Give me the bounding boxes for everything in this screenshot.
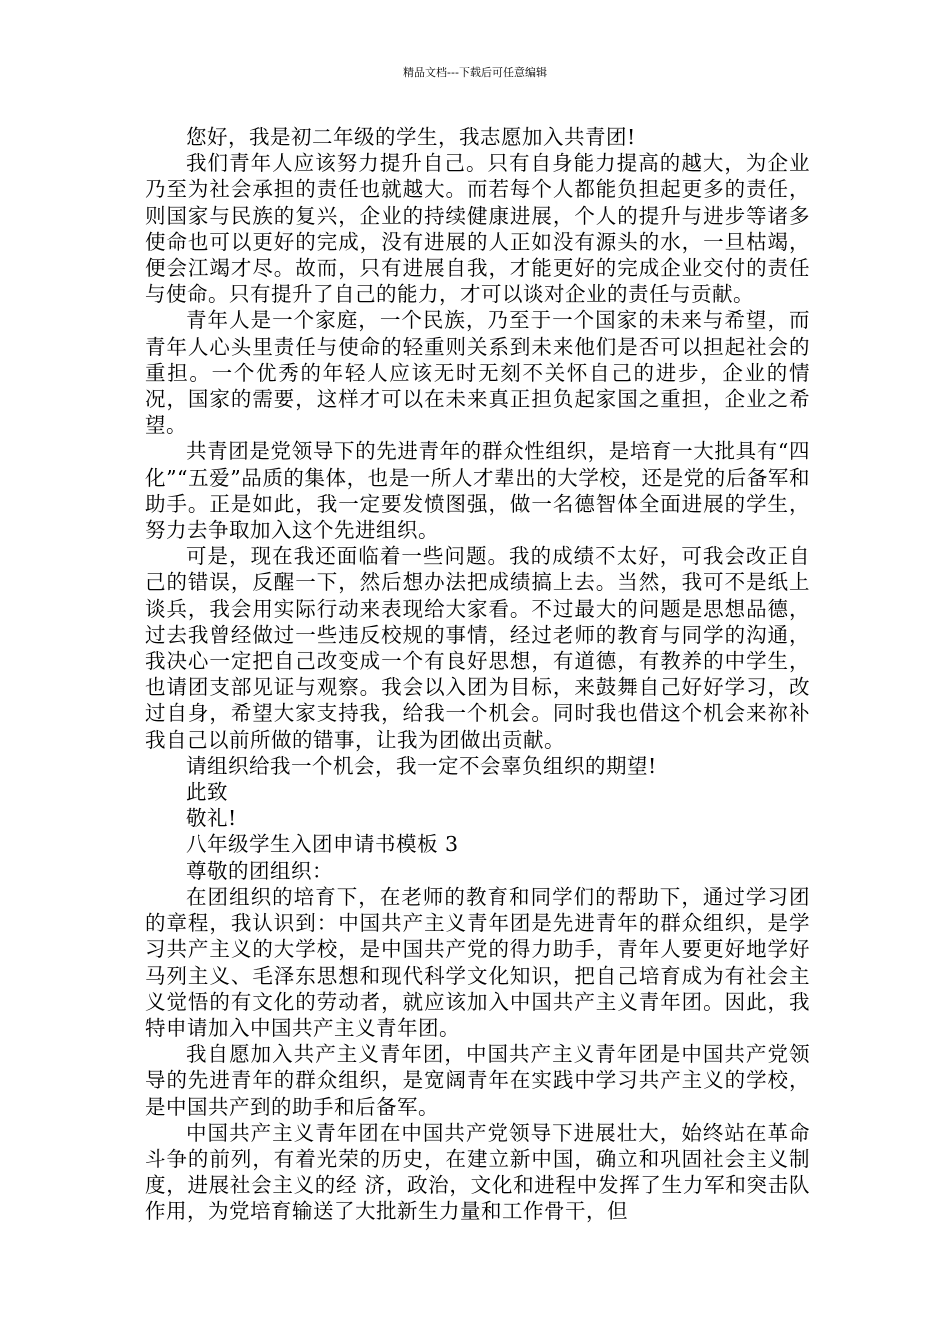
salutation: 尊敬的团组织：: [186, 858, 333, 883]
body-paragraph: 青年人是一个家庭，一个民族，乃至于一个国家的未来与希望，而青年人心头里责任与使命的轻重则关系到未来他们是否可以担起社会的重担。一个优秀的年轻人应该无时无刻不关怀自己的进步，企业的情况，国家的需要，这样才可以在未来真正担负起家国之重担，企业之希望。: [145, 308, 810, 438]
greeting-paragraph: 您好，我是初二年级的学生，我志愿加入共青团!: [186, 125, 636, 149]
body-paragraph: 我们青年人应该努力提升自己。只有自身能力提高的越大，为企业乃至为社会承担的责任也就越大。而若每个人都能负担起更多的责任，则国家与民族的复兴，企业的持续健康进展，个人的提升与进步等诸多使命也可以更好的完成，没有进展的人正如没有源头的水，一旦枯竭，便会江竭才尽。故而，只有进展自我，才能更好的完成企业交付的责任与使命。只有提升了自己的能力，才可以谈对企业的责任与贡献。: [145, 151, 810, 307]
closing-salutation: 此致: [186, 780, 228, 805]
body-paragraph: 在团组织的培育下，在老师的教育和同学们的帮助下，通过学习团的章程，我认识到：中国共产主义青年团是先进青年的群众组织，是学习共产主义的大学校，是中国共产党的得力助手，青年人要更好地学好马列主义、毛泽东思想和现代科学文化知识，把自己培育成为有社会主义觉悟的有文化的劳动者，就应该加入中国共产主义青年团。因此，我特申请加入中国共产主义青年团。: [145, 884, 810, 1040]
body-paragraph: 共青团是党领导下的先进青年的群众性组织，是培育一大批具有“四化”“五爱”品质的集体，也是一所人才辈出的大学校，还是党的后备军和助手。正是如此，我一定要发愤图强，做一名德智体全面进展的学生，努力去争取加入这个先进组织。: [145, 439, 810, 543]
body-paragraph: 可是，现在我还面临着一些问题。我的成绩不太好，可我会改正自己的错误，反醒一下，然后想办法把成绩搞上去。当然，我可不是纸上谈兵，我会用实际行动来表现给大家看。不过最大的问题是思想品德，过去我曾经做过一些违反校规的事情，经过老师的教育与同学的沟通，我决心一定把自己改变成一个有良好思想，有道德，有教养的中学生，也请团支部见证与观察。我会以入团为目标，来鼓舞自己好好学习，改过自身，希望大家支持我，给我一个机会。同时我也借这个机会来祢补我自己以前所做的错事，让我为团做出贡献。: [145, 544, 810, 752]
body-paragraph: 我自愿加入共产主义青年团，中国共产主义青年团是中国共产党领导的先进青年的群众组织，是宽阔青年在实践中学习共产主义的学校，是中国共产到的助手和后备军。: [145, 1042, 810, 1119]
closing-regards: 敬礼!: [186, 806, 237, 831]
body-paragraph: 请组织给我一个机会，我一定不会辜负组织的期望!: [186, 753, 657, 778]
page-header: 精品文档---下载后可任意编辑: [403, 66, 547, 79]
section-heading: 八年级学生入团申请书模板 3: [186, 832, 459, 857]
document-body: [145, 124, 810, 1225]
body-paragraph: 中国共产主义青年团在中国共产党领导下进展壮大，始终站在革命斗争的前列，有着光荣的历史，在建立新中国，确立和巩固社会主义制度，进展社会主义的经 济，政治，文化和进程中发挥了生力军和突击队作用，为党培育输送了大批新生力量和工作骨干，但: [145, 1120, 810, 1224]
